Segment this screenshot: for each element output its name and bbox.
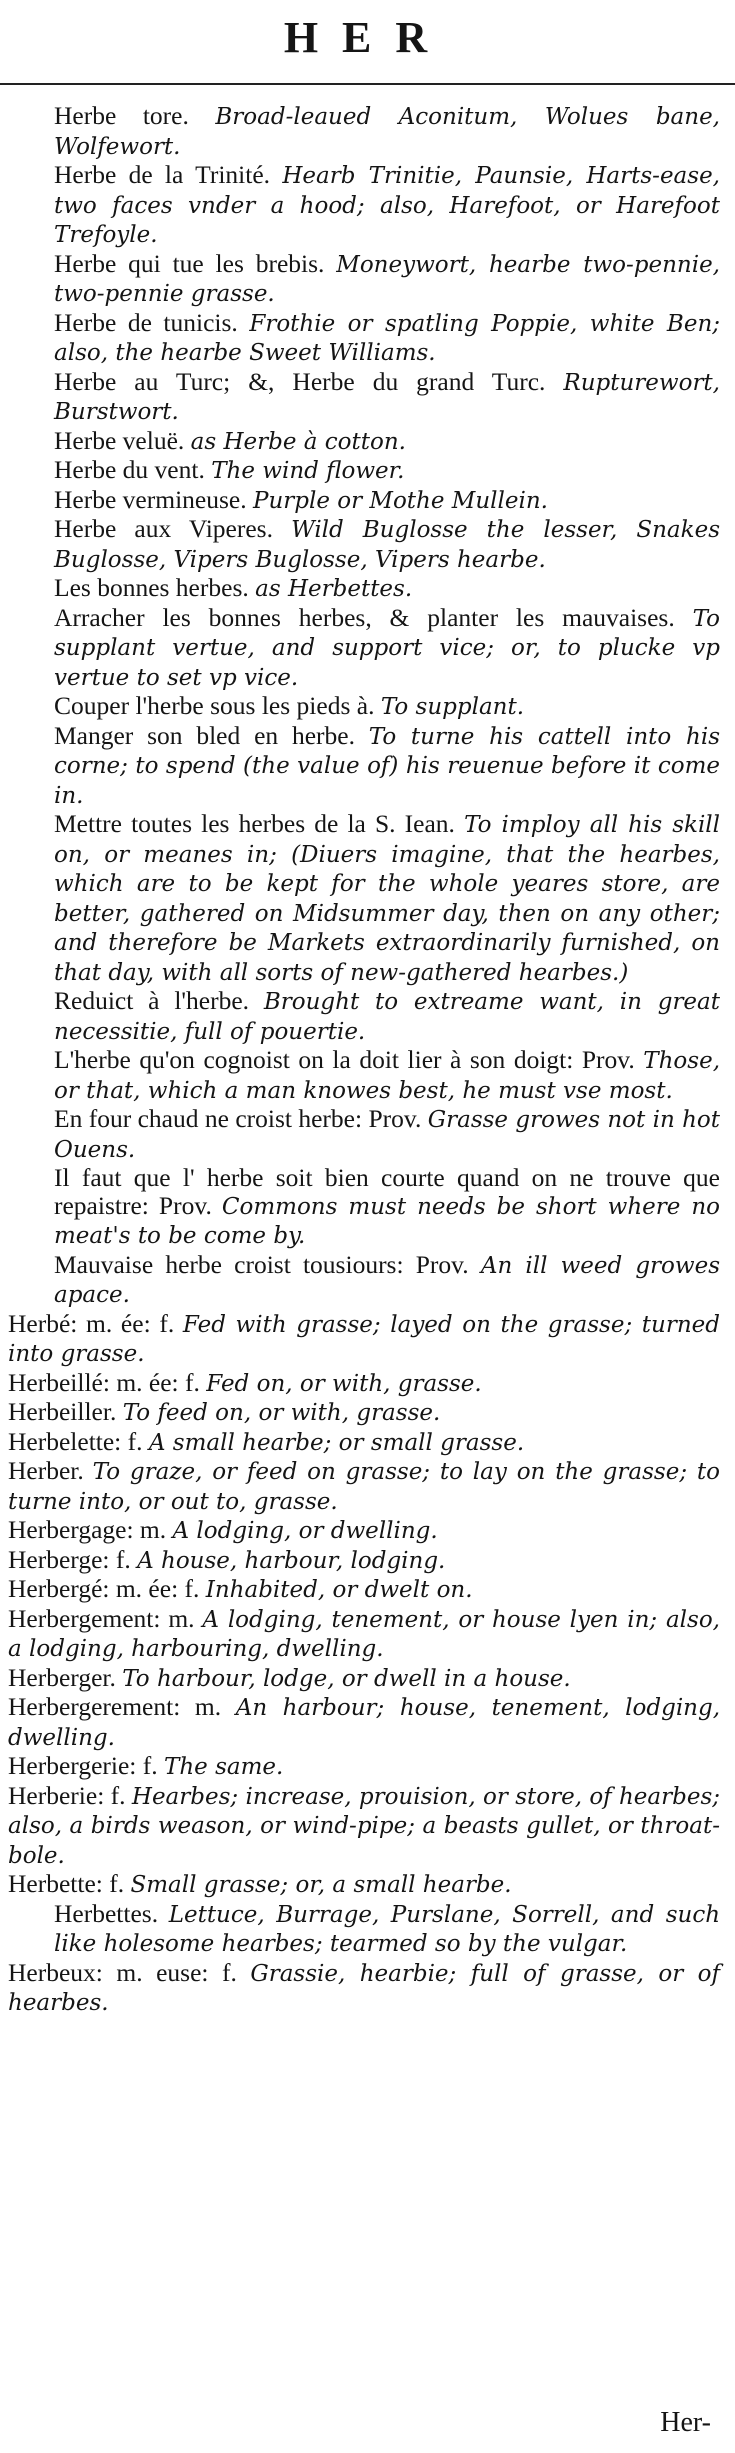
entry-headword: Herbeiller.: [8, 1397, 117, 1426]
dictionary-entry: [8, 1900, 720, 1959]
dictionary-entry: [8, 574, 720, 604]
entry-definition: Rupturewort, Burstwort.: [54, 369, 720, 425]
entry-definition: Commons must needs be short where no meat's to be come by.: [54, 1193, 721, 1249]
dictionary-entry: [8, 1605, 720, 1664]
entry-headword: Mauvaise herbe croist tousiours: Prov.: [54, 1249, 469, 1279]
entry-headword: Herbe au Turc; &, Herbe du grand Turc.: [54, 366, 546, 396]
entry-definition: To feed on, or with, grasse.: [122, 1400, 441, 1426]
dictionary-entry: [8, 987, 720, 1046]
entry-definition: The wind flower.: [211, 458, 405, 484]
entry-definition: An ill weed growes apace.: [54, 1252, 720, 1308]
entry-definition: Fed with grasse; layed on the grasse; turned into grasse.: [8, 1311, 721, 1367]
entry-headword: Herbergage: m.: [8, 1515, 167, 1544]
entry-definition: A house, harbour, lodging.: [137, 1547, 446, 1574]
entry-headword: Herbe vermineuse.: [54, 484, 247, 514]
header-rule: [0, 83, 735, 85]
entry-definition: A lodging, tenement, or house lyen in; also, a lodging, harbouring, dwelling.: [8, 1606, 720, 1662]
entry-definition: The same.: [164, 1754, 284, 1780]
entry-headword: Herbelette: f.: [8, 1426, 143, 1456]
entry-headword: Herbe tore.: [54, 101, 189, 130]
entry-headword: Herbergement: m.: [8, 1603, 195, 1633]
entry-definition: Hearb Trinitie, Paunsie, Harts-ease, two faces vnder a hood; also, Harefoot, or Harefoot Trefoyle.: [54, 163, 720, 248]
entry-definition: Wild Buglosse the lesser, Snakes Buglosse, Vipers Buglosse, Vipers hearbe.: [54, 517, 720, 573]
entry-definition: Broad-leaued Aconitum, Wolues bane, Wolfewort.: [54, 104, 720, 160]
entry-headword: Herbeillé: m. ée: f.: [8, 1367, 200, 1397]
dictionary-entry: [8, 1575, 720, 1605]
dictionary-entry: [8, 722, 720, 811]
dictionary-entry: [8, 1752, 720, 1782]
entry-headword: Herbe aux Viperes.: [54, 514, 273, 543]
dictionary-entry: [8, 486, 720, 516]
entry-definition: Grassie, hearbie; full of grasse, or of hearbes.: [8, 1960, 720, 2016]
entry-headword: Il faut que l' herbe soit bien courte quand on ne trouve que repaistre: Prov.: [54, 1163, 720, 1220]
entry-headword: Les bonnes herbes.: [54, 573, 249, 602]
entry-headword: Arracher les bonnes herbes, & planter les mauvaises.: [54, 602, 675, 632]
dictionary-entry: [8, 810, 720, 987]
entry-definition: A lodging, or dwelling.: [172, 1518, 438, 1544]
entry-definition: Hearbes; increase, prouision, or store, of hearbes; also, a birds weason, or wind-pipe; a beasts gullet, or throat-bole.: [8, 1783, 721, 1869]
entry-headword: Reduict à l'herbe.: [54, 986, 250, 1015]
dictionary-entry: [8, 604, 720, 693]
entry-headword: Herbeux: m. euse: f.: [8, 1957, 237, 1987]
dictionary-entry: [8, 102, 720, 161]
dictionary-entry: [8, 309, 720, 368]
entry-definition: Small grasse; or, a small hearbe.: [130, 1872, 512, 1898]
dictionary-entry: [8, 161, 720, 250]
dictionary-entry: [8, 1782, 720, 1871]
entry-definition: Fed on, or with, grasse.: [206, 1370, 482, 1397]
dictionary-entry: [8, 1251, 720, 1310]
dictionary-entry: [8, 368, 720, 427]
dictionary-entry: [8, 456, 720, 486]
entry-headword: Manger son bled en herbe.: [54, 720, 355, 750]
dictionary-entry: [8, 1546, 720, 1576]
dictionary-entry: [8, 1398, 720, 1428]
entry-headword: Herberger.: [8, 1662, 116, 1692]
entry-headword: Herbergerement: m.: [8, 1692, 222, 1721]
entry-definition: Brought to extreame want, in great necessitie, full of pouertie.: [54, 989, 721, 1045]
entry-headword: Herbe qui tue les brebis.: [54, 248, 325, 278]
entry-headword: Herbergerie: f.: [8, 1751, 158, 1780]
dictionary-entry: [8, 1870, 720, 1900]
entry-headword: Herbe du vent.: [54, 455, 205, 484]
dictionary-entry: [8, 1516, 720, 1546]
entry-headword: Herberge: f.: [8, 1544, 131, 1574]
dictionary-entry: [8, 250, 720, 309]
entry-headword: Herbettes.: [54, 1898, 159, 1928]
entry-definition: A small hearbe; or small grasse.: [148, 1429, 525, 1456]
entry-headword: Herbe de tunicis.: [54, 307, 238, 337]
dictionary-entries: [8, 102, 720, 2018]
entry-headword: L'herbe qu'on cognoist on la doit lier à son doigt: Prov.: [54, 1045, 635, 1074]
entry-definition: To harbour, lodge, or dwell in a house.: [122, 1665, 571, 1692]
dictionary-entry: [8, 1105, 720, 1164]
entry-definition: Purple or Mothe Mullein.: [252, 487, 548, 514]
entry-headword: Herbe de la Trinité.: [54, 160, 271, 189]
dictionary-entry: [8, 1457, 720, 1516]
entry-definition: To supplant.: [380, 694, 525, 720]
entry-definition: as Herbettes.: [255, 576, 413, 602]
entry-definition: Those, or that, which a man knowes best, he must vse most.: [54, 1048, 721, 1104]
entry-headword: Herbergé: m. ée: f.: [8, 1574, 200, 1603]
entry-headword: Herbette: f.: [8, 1869, 125, 1898]
entry-definition: as Herbe à cotton.: [190, 428, 406, 455]
dictionary-entry: [8, 1046, 720, 1105]
entry-definition: An harbour; house, tenement, lodging, dwelling.: [8, 1695, 721, 1751]
entry-definition: Inhabited, or dwelt on.: [205, 1577, 473, 1603]
dictionary-entry: [8, 1369, 720, 1399]
dictionary-entry: [8, 1310, 720, 1369]
dictionary-entry: [8, 427, 720, 457]
catchword: Her-: [660, 2407, 711, 2438]
entry-definition: To imploy all his skill on, or meanes in; (Diuers imagine, that the hearbes, which are to be kept for the whole yeares store, are better, gathered on Midsummer day, then on any other; and therefore be Markets extraordinarily furnished, on that day, with all sorts of new-gathered hearbes.): [54, 812, 721, 986]
entry-headword: Herbe veluë.: [54, 425, 185, 455]
dictionary-entry: [8, 515, 720, 574]
entry-headword: Herberie: f.: [8, 1780, 126, 1810]
dictionary-entry: [8, 1664, 720, 1694]
dictionary-entry: [8, 692, 720, 722]
dictionary-entry: [8, 1428, 720, 1458]
entry-definition: Moneywort, hearbe two-pennie, two-pennie grasse.: [54, 251, 720, 307]
entry-headword: Mettre toutes les herbes de la S. Iean.: [54, 809, 455, 838]
entry-headword: Couper l'herbe sous les pieds à.: [54, 691, 375, 720]
entry-headword: Herber.: [8, 1456, 84, 1485]
entry-definition: Frothie or spatling Poppie, white Ben; also, the hearbe Sweet Williams.: [54, 310, 721, 366]
entry-definition: To supplant vertue, and support vice; or, to plucke vp vertue to set vp vice.: [54, 605, 720, 691]
entry-headword: En four chaud ne croist herbe: Prov.: [54, 1104, 422, 1133]
entry-definition: To graze, or feed on grasse; to lay on the grasse; to turne into, or out to, grasse.: [8, 1459, 721, 1515]
entry-definition: To turne his cattell into his corne; to spend (the value of) his reuenue before it come in.: [54, 723, 720, 809]
page-header: HER: [283, 13, 452, 62]
entry-headword: Herbé: m. ée: f.: [8, 1308, 175, 1338]
entry-definition: Grasse growes not in hot Ouens.: [54, 1107, 720, 1163]
dictionary-entry: [8, 1959, 720, 2018]
dictionary-entry: [8, 1693, 720, 1752]
dictionary-entry: [8, 1164, 720, 1251]
entry-definition: Lettuce, Burrage, Purslane, Sorrell, and such like holesome hearbes; tearmed so by the vulgar.: [54, 1901, 721, 1957]
